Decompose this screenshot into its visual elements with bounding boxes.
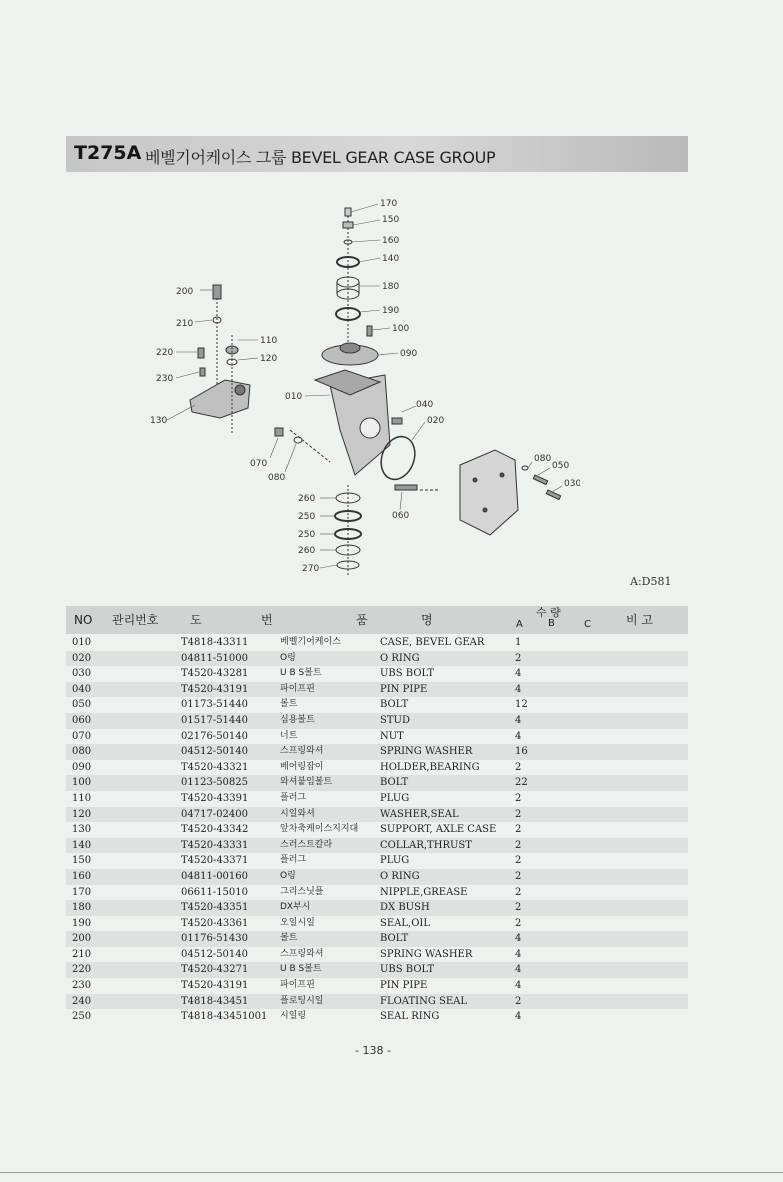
row-qty: 4 bbox=[515, 730, 522, 742]
row-english-name: DX BUSH bbox=[380, 902, 430, 914]
row-qty: 2 bbox=[515, 902, 522, 914]
table-row bbox=[66, 853, 688, 869]
row-english-name: STUD bbox=[380, 714, 410, 726]
table-row bbox=[66, 760, 688, 776]
row-korean-name: 베벨기어케이스 bbox=[280, 637, 341, 647]
table-header bbox=[66, 606, 688, 634]
row-qty: 4 bbox=[515, 980, 522, 992]
row-english-name: HOLDER,BEARING bbox=[380, 761, 480, 773]
row-qty: 2 bbox=[515, 652, 522, 664]
row-qty: 2 bbox=[515, 792, 522, 804]
row-korean-name: 스프링와셔 bbox=[280, 746, 324, 757]
row-korean-name: 플러그 bbox=[280, 855, 307, 866]
table-row bbox=[66, 869, 688, 885]
row-no: 100 bbox=[72, 777, 92, 789]
callout-190: 190 bbox=[382, 306, 400, 316]
table-row bbox=[66, 947, 688, 963]
row-part-no: T4520-43191 bbox=[181, 683, 249, 695]
parts-table bbox=[66, 635, 688, 1025]
row-no: 210 bbox=[72, 948, 92, 960]
table-row bbox=[66, 635, 688, 651]
row-korean-name: U B S볼트 bbox=[280, 668, 322, 679]
row-no: 120 bbox=[72, 808, 92, 820]
group-code: T275A bbox=[74, 142, 142, 164]
row-english-name: PIN PIPE bbox=[380, 683, 428, 695]
table-row bbox=[66, 1009, 688, 1025]
callout-160: 160 bbox=[382, 236, 400, 246]
row-english-name: BOLT bbox=[380, 933, 409, 945]
row-qty: 2 bbox=[515, 808, 522, 820]
row-korean-name: 볼트 bbox=[280, 933, 298, 944]
callout-170: 170 bbox=[380, 199, 398, 209]
table-row bbox=[66, 666, 688, 682]
row-korean-name: U B S볼트 bbox=[280, 964, 322, 975]
table-row bbox=[66, 978, 688, 994]
row-qty: 4 bbox=[515, 1011, 522, 1023]
callout-100: 100 bbox=[392, 324, 410, 334]
row-english-name: NIPPLE,GREASE bbox=[380, 886, 468, 898]
row-part-no: 02176-50140 bbox=[181, 730, 249, 742]
row-korean-name: 베어링잡이 bbox=[280, 761, 324, 772]
row-no: 140 bbox=[72, 839, 92, 851]
row-qty: 1 bbox=[515, 637, 522, 648]
table-row bbox=[66, 931, 688, 947]
row-korean-name: 앞차축케이스지지대 bbox=[280, 824, 359, 835]
header-name-1: 품 bbox=[356, 613, 368, 627]
row-korean-name: 파이프핀 bbox=[280, 980, 315, 991]
row-part-no: T4520-43391 bbox=[181, 792, 249, 804]
row-korean-name: 와셔붙임볼트 bbox=[280, 777, 333, 788]
row-korean-name: 너트 bbox=[280, 730, 298, 741]
row-part-no: T4520-43271 bbox=[181, 964, 249, 976]
row-no: 180 bbox=[72, 902, 92, 914]
row-part-no: T4520-43361 bbox=[181, 917, 249, 929]
callout-260-top: 260 bbox=[298, 494, 316, 504]
header-remarks: 비 고 bbox=[626, 613, 653, 627]
row-qty: 4 bbox=[515, 933, 522, 945]
row-part-no: 06611-15010 bbox=[181, 886, 249, 898]
row-english-name: CASE, BEVEL GEAR bbox=[380, 637, 485, 648]
row-korean-name: 그리스닛플 bbox=[280, 886, 324, 897]
table-row bbox=[66, 744, 688, 760]
row-english-name: O RING bbox=[380, 652, 420, 664]
header-no: NO bbox=[74, 613, 93, 627]
callout-080-right: 080 bbox=[534, 454, 552, 464]
row-korean-name: 심용볼트 bbox=[280, 714, 315, 725]
header-qty-a: A bbox=[516, 619, 523, 630]
row-no: 150 bbox=[72, 855, 92, 867]
row-part-no: T4520-43191 bbox=[181, 980, 249, 992]
row-no: 070 bbox=[72, 730, 92, 742]
header-qty: 수 량 bbox=[536, 606, 561, 619]
header-drawing-1: 도 bbox=[190, 613, 202, 627]
callout-020: 020 bbox=[427, 416, 445, 426]
row-qty: 12 bbox=[515, 699, 528, 711]
table-row bbox=[66, 838, 688, 854]
callout-060: 060 bbox=[392, 511, 410, 521]
row-qty: 4 bbox=[515, 948, 522, 960]
row-korean-name: 시일와셔 bbox=[280, 808, 315, 819]
callout-260-bottom: 260 bbox=[298, 546, 316, 556]
row-english-name: SEAL RING bbox=[380, 1011, 440, 1023]
row-part-no: 04512-50140 bbox=[181, 948, 249, 960]
callout-130: 130 bbox=[150, 416, 168, 426]
row-part-no: 04512-50140 bbox=[181, 746, 249, 758]
row-qty: 4 bbox=[515, 964, 522, 976]
row-part-no: 01517-51440 bbox=[181, 714, 249, 726]
row-qty: 2 bbox=[515, 824, 522, 836]
row-korean-name: 파이프핀 bbox=[280, 683, 315, 694]
row-no: 080 bbox=[72, 746, 92, 758]
row-korean-name: 플로팅시일 bbox=[280, 995, 324, 1006]
diagram-svg bbox=[140, 190, 580, 590]
row-korean-name: DX부시 bbox=[280, 902, 311, 913]
table-row bbox=[66, 697, 688, 713]
row-no: 230 bbox=[72, 980, 92, 992]
table-row bbox=[66, 729, 688, 745]
row-part-no: 04717-02400 bbox=[181, 808, 249, 820]
row-no: 090 bbox=[72, 761, 92, 773]
callout-230: 230 bbox=[156, 374, 174, 384]
callout-030: 030 bbox=[564, 479, 580, 489]
table-row bbox=[66, 994, 688, 1010]
row-korean-name: 볼트 bbox=[280, 699, 298, 710]
row-part-no: T4520-43331 bbox=[181, 839, 249, 851]
row-korean-name: 시일링 bbox=[280, 1011, 307, 1022]
row-english-name: UBS BOLT bbox=[380, 668, 435, 680]
row-english-name: COLLAR,THRUST bbox=[380, 839, 472, 851]
table-row bbox=[66, 713, 688, 729]
table-row bbox=[66, 807, 688, 823]
row-no: 040 bbox=[72, 683, 92, 695]
row-korean-name: O링 bbox=[280, 652, 296, 663]
callout-220: 220 bbox=[156, 348, 174, 358]
row-qty: 16 bbox=[515, 746, 528, 758]
row-english-name: BOLT bbox=[380, 699, 409, 711]
row-no: 250 bbox=[72, 1011, 92, 1023]
row-qty: 2 bbox=[515, 995, 522, 1007]
row-english-name: PLUG bbox=[380, 855, 410, 867]
header-name-2: 명 bbox=[421, 613, 433, 627]
row-korean-name: 오일시일 bbox=[280, 917, 315, 928]
row-part-no: T4520-43371 bbox=[181, 855, 249, 867]
row-no: 010 bbox=[72, 637, 92, 648]
row-english-name: SEAL,OIL bbox=[380, 917, 430, 929]
table-row bbox=[66, 775, 688, 791]
callout-110: 110 bbox=[260, 336, 278, 346]
row-part-no: 04811-51000 bbox=[181, 652, 249, 664]
row-part-no: T4520-43281 bbox=[181, 668, 249, 680]
callout-070: 070 bbox=[250, 459, 268, 469]
row-part-no: 01123-50825 bbox=[181, 777, 249, 789]
callout-180: 180 bbox=[382, 282, 400, 292]
row-english-name: PIN PIPE bbox=[380, 980, 428, 992]
table-row bbox=[66, 885, 688, 901]
row-no: 220 bbox=[72, 964, 92, 976]
row-no: 200 bbox=[72, 933, 92, 945]
callout-200: 200 bbox=[176, 287, 194, 297]
callout-140: 140 bbox=[382, 254, 400, 264]
row-no: 060 bbox=[72, 714, 92, 726]
callout-250-top: 250 bbox=[298, 512, 316, 522]
row-no: 130 bbox=[72, 824, 92, 836]
row-no: 240 bbox=[72, 995, 92, 1007]
row-english-name: SPRING WASHER bbox=[380, 746, 473, 758]
row-qty: 2 bbox=[515, 870, 522, 882]
row-part-no: T4818-43451001 bbox=[181, 1011, 268, 1023]
callout-210: 210 bbox=[176, 319, 194, 329]
callout-050: 050 bbox=[552, 461, 570, 471]
row-qty: 2 bbox=[515, 761, 522, 773]
table-row bbox=[66, 682, 688, 698]
row-english-name: FLOATING SEAL bbox=[380, 995, 468, 1007]
row-no: 110 bbox=[72, 792, 92, 804]
row-part-no: 01176-51430 bbox=[181, 933, 249, 945]
row-no: 170 bbox=[72, 886, 92, 898]
row-qty: 2 bbox=[515, 886, 522, 898]
callout-150: 150 bbox=[382, 215, 400, 225]
row-korean-name: 스프링와셔 bbox=[280, 948, 324, 959]
table-row bbox=[66, 651, 688, 667]
header-qty-c: C bbox=[584, 619, 591, 630]
callout-270: 270 bbox=[302, 564, 320, 574]
row-no: 190 bbox=[72, 917, 92, 929]
table-row bbox=[66, 791, 688, 807]
exploded-parts-diagram bbox=[140, 190, 580, 590]
row-korean-name: 스러스트칼라 bbox=[280, 839, 333, 850]
row-no: 160 bbox=[72, 870, 92, 882]
row-qty: 4 bbox=[515, 714, 522, 726]
row-no: 050 bbox=[72, 699, 92, 711]
row-no: 030 bbox=[72, 668, 92, 680]
row-part-no: T4520-43351 bbox=[181, 902, 249, 914]
row-english-name: PLUG bbox=[380, 792, 410, 804]
row-english-name: NUT bbox=[380, 730, 404, 742]
table-row bbox=[66, 962, 688, 978]
row-part-no: T4520-43342 bbox=[181, 824, 249, 836]
row-korean-name: O링 bbox=[280, 870, 296, 881]
row-english-name: WASHER,SEAL bbox=[380, 808, 459, 820]
row-part-no: T4818-43311 bbox=[181, 637, 249, 648]
table-row bbox=[66, 916, 688, 932]
row-part-no: 04811-00160 bbox=[181, 870, 249, 882]
row-qty: 2 bbox=[515, 917, 522, 929]
callout-080-left: 080 bbox=[268, 473, 286, 483]
row-qty: 4 bbox=[515, 668, 522, 680]
row-part-no: T4520-43321 bbox=[181, 761, 249, 773]
diagram-reference: A:D581 bbox=[630, 575, 672, 588]
row-english-name: UBS BOLT bbox=[380, 964, 435, 976]
callout-040: 040 bbox=[416, 400, 434, 410]
row-qty: 2 bbox=[515, 855, 522, 867]
header-mgmt-no: 관리번호 bbox=[112, 613, 159, 627]
row-korean-name: 플러그 bbox=[280, 792, 307, 803]
header-qty-b: B bbox=[548, 618, 555, 629]
page-number: - 138 - bbox=[355, 1044, 391, 1057]
row-english-name: SUPPORT, AXLE CASE bbox=[380, 824, 497, 836]
callout-250-bottom: 250 bbox=[298, 530, 316, 540]
callout-120: 120 bbox=[260, 354, 278, 364]
row-no: 020 bbox=[72, 652, 92, 664]
header-drawing-2: 번 bbox=[261, 613, 273, 627]
table-row bbox=[66, 900, 688, 916]
callout-090: 090 bbox=[400, 349, 418, 359]
row-qty: 22 bbox=[515, 777, 528, 789]
row-english-name: SPRING WASHER bbox=[380, 948, 473, 960]
row-part-no: T4818-43451 bbox=[181, 995, 249, 1007]
callout-010: 010 bbox=[285, 392, 303, 402]
table-row bbox=[66, 822, 688, 838]
row-qty: 2 bbox=[515, 839, 522, 851]
row-part-no: 01173-51440 bbox=[181, 699, 249, 711]
group-title: 베벨기어케이스 그룹 BEVEL GEAR CASE GROUP bbox=[145, 148, 496, 167]
title-bar bbox=[66, 136, 688, 172]
scan-edge-line bbox=[0, 1172, 783, 1173]
row-qty: 4 bbox=[515, 683, 522, 695]
row-english-name: O RING bbox=[380, 870, 420, 882]
row-english-name: BOLT bbox=[380, 777, 409, 789]
